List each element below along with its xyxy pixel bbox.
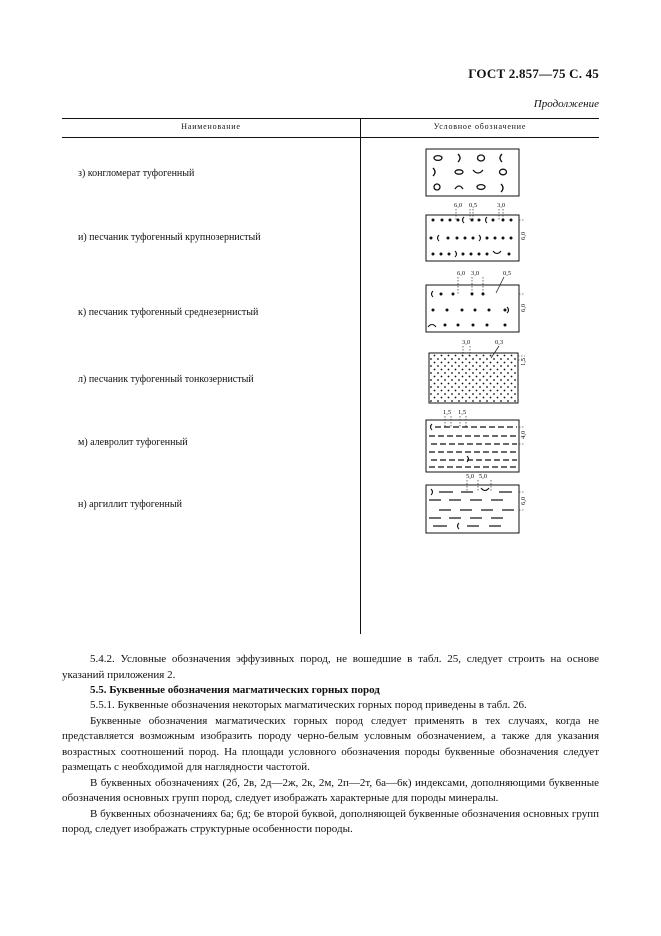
fine-sandstone-tuff-symbol <box>415 336 530 406</box>
dim-label: 6,0 <box>457 270 466 277</box>
dim-label: 3,0 <box>462 339 471 346</box>
continuation-label: Продолжение <box>533 98 599 110</box>
conglomerate-tuff-symbol <box>415 146 530 201</box>
dim-label: 1,5 <box>520 357 527 366</box>
dim-label: 3,0 <box>497 202 506 209</box>
paragraph-text: В буквенных обозначениях (2б, 2в, 2д—2ж, 2к, 2м, 2п—2т, 6а—6к) индексами, дополняющими буквенные обозначения основных групп пород, следует изображать характерные для породы минералы. <box>62 776 599 804</box>
dim-label: 0,5 <box>503 270 512 277</box>
paragraph-text: 5.4.2. Условные обозначения эффузивных пород, не вошедшие в табл. 25, следует строить на основе указаний приложения 2. <box>62 653 599 681</box>
medium-sandstone-tuff-symbol <box>415 268 530 338</box>
table-column-divider <box>360 118 361 634</box>
dim-label: 5,0 <box>479 473 488 480</box>
page-header: ГОСТ 2.857—75 С. 45 <box>468 66 599 81</box>
dim-label: 6,0 <box>520 303 527 312</box>
paragraph-text: 5.5.1. Буквенные обозначения некоторых магматических горных пород приведены в табл. 26. <box>90 699 527 711</box>
table-top-rule <box>62 118 599 119</box>
row-label-conglomerate: з) конгломерат туфогенный <box>78 168 195 179</box>
dim-label: 1,5 <box>458 409 467 416</box>
row-label-siltstone: м) алевролит туфогенный <box>78 437 188 448</box>
paragraph-5-5-1 <box>62 698 599 838</box>
dim-label: 0,3 <box>495 339 504 346</box>
table-header-rule <box>62 137 599 138</box>
column-header-symbol: Условное обозначение <box>433 122 527 131</box>
heading-text: 5.5. Буквенные обозначения магматических горных пород <box>90 684 380 696</box>
coarse-sandstone-tuff-symbol <box>415 198 530 268</box>
dim-label: 4,0 <box>520 430 527 439</box>
paragraph-5-4-2 <box>62 652 599 683</box>
row-label-medium-sandstone: к) песчаник туфогенный среднезернистый <box>78 307 259 318</box>
row-label-coarse-sandstone: и) песчаник туфогенный крупнозернистый <box>78 232 261 243</box>
dim-label: 3,0 <box>471 270 480 277</box>
section-heading-5-5 <box>62 683 599 699</box>
dim-label: 1,5 <box>443 409 452 416</box>
paragraph-text: В буквенных обозначениях 6а; 6д; 6е второй буквой, дополняющей буквенные обозначения основных групп пород, следует изображать структурные особенности породы. <box>62 807 599 835</box>
dim-label: 6,0 <box>520 496 527 505</box>
row-label-fine-sandstone: л) песчаник туфогенный тонкозернистый <box>78 374 254 385</box>
row-label-argillite: н) аргиллит туфогенный <box>78 499 182 510</box>
argillite-tuff-symbol <box>415 468 530 538</box>
dim-label: 6,0 <box>520 231 527 240</box>
dim-label: 5,0 <box>466 473 475 480</box>
dim-label: 6,0 <box>454 202 463 209</box>
column-header-name: Наименование <box>181 122 241 131</box>
dim-label: 0,5 <box>469 202 478 209</box>
paragraph-text: Буквенные обозначения магматических горных пород следует применять в тех случаях, когда не представляется возможным изобразить породу черно-белым условным обозначением, а также для указания возрастных соотношений пород. На площади условного обозначения породы буквенные обозначения следует размещать с необходимой для наглядности частотой. <box>62 714 599 773</box>
siltstone-tuff-symbol <box>415 406 530 476</box>
